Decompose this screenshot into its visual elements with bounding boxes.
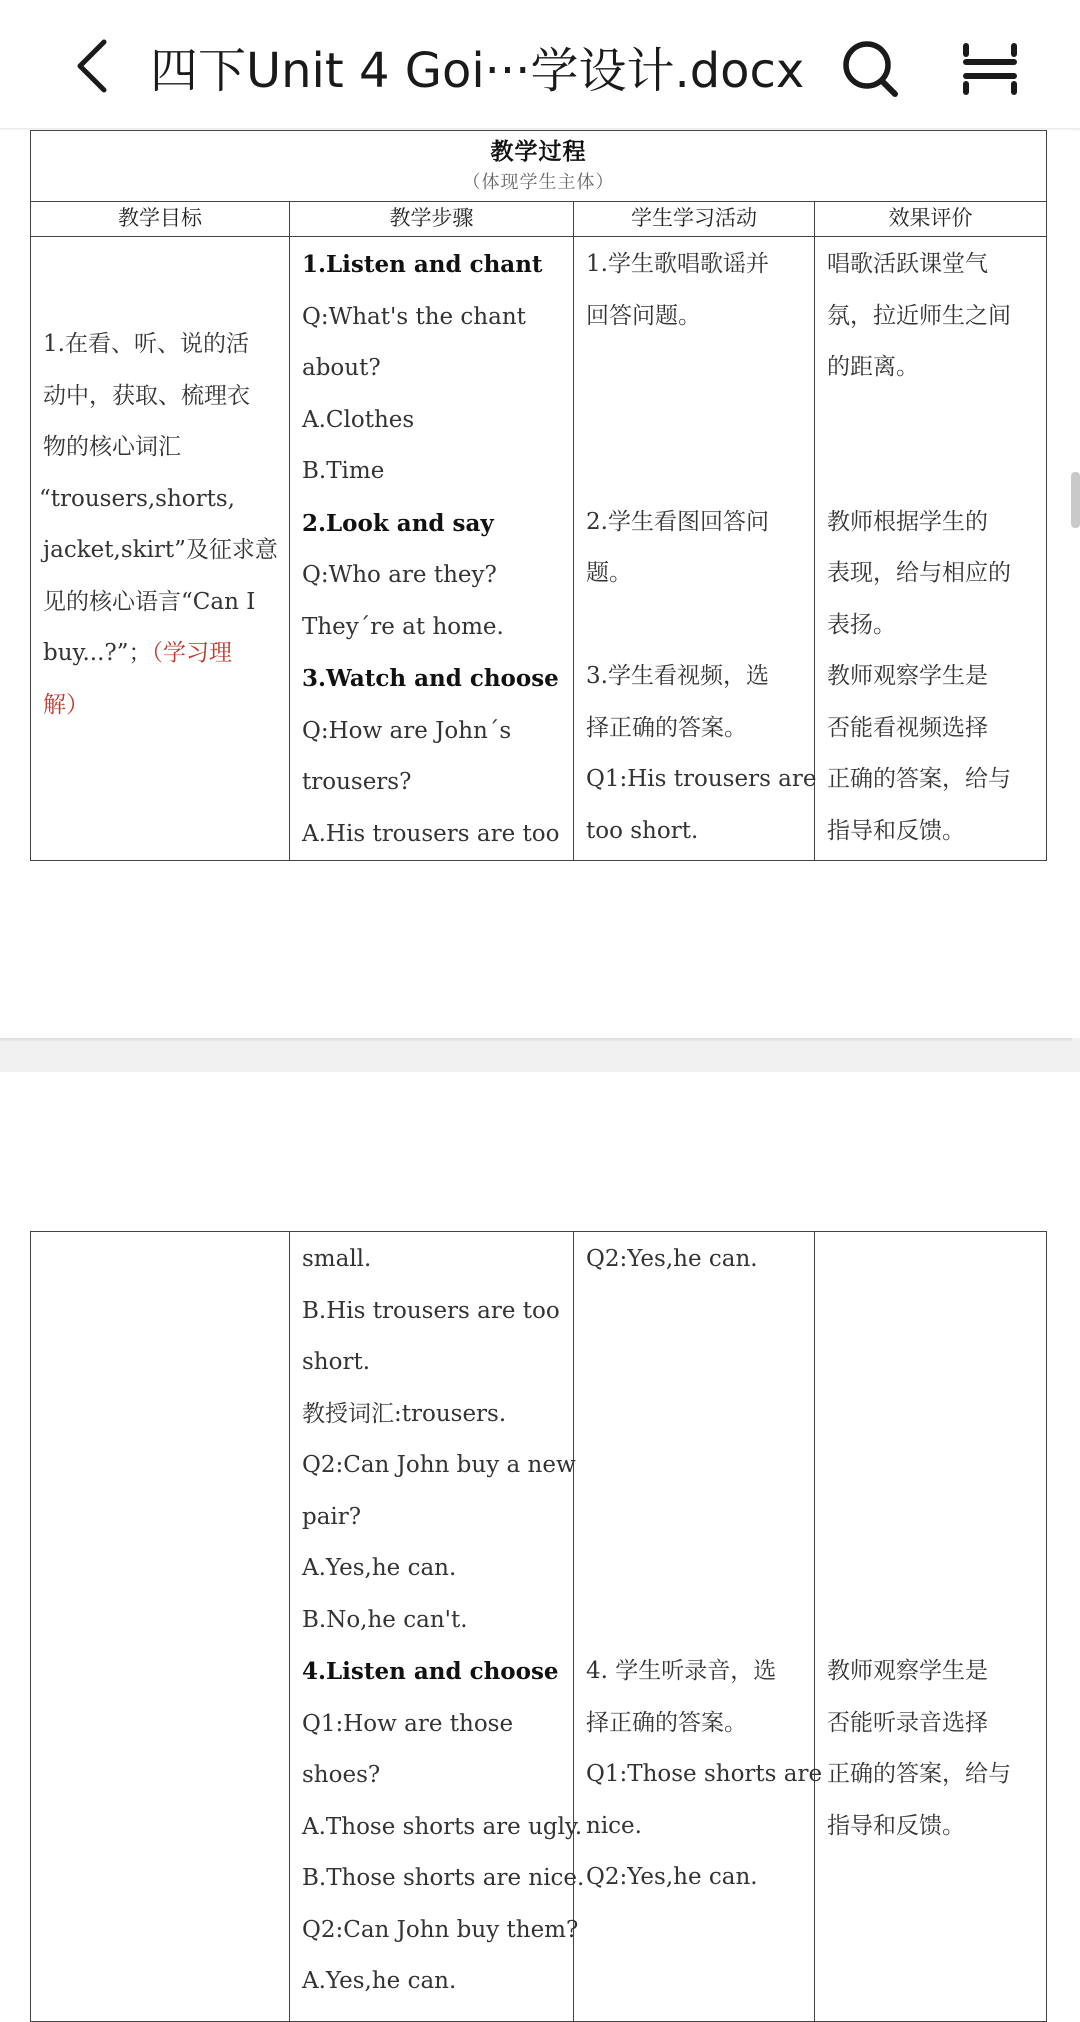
goal-tag: （学习理 (151, 640, 232, 666)
activity-line: 1.学生歌唱歌谣并 (586, 251, 769, 277)
evaluation-cell (815, 1232, 1047, 2022)
step-line: A.Yes,he can. (302, 1555, 457, 1581)
activity-line: too short. (586, 817, 699, 844)
step-line: Q1:How are those (302, 1710, 514, 1737)
goal-line: jacket,skirt”及征求意 (43, 537, 278, 563)
goal-line: “trousers,shorts, (39, 485, 235, 512)
activity-line: 4. 学生听录音，选 (586, 1658, 777, 1684)
step-line: They´re at home. (302, 613, 504, 640)
lesson-table-part-1 (30, 130, 1047, 861)
goal-line-last (43, 628, 279, 680)
evaluation-line: 表现，给与相应的 (827, 560, 1011, 586)
table-row (31, 1232, 1047, 2022)
evaluation-line (827, 445, 1036, 497)
step-line: Q:Who are they? (302, 562, 497, 588)
evaluation-line: 唱歌活跃课堂气 (827, 251, 988, 277)
column-header-evaluation: 效果评价 (815, 202, 1047, 237)
evaluation-line: 教师观察学生是 (827, 663, 988, 689)
step-line: Q:How are John´s (302, 717, 512, 744)
step-line: 3.Watch and choose (302, 665, 559, 692)
top-bar (0, 0, 1080, 130)
step-line: 教授词汇:trousers. (302, 1400, 507, 1427)
evaluation-line: 正确的答案，给与 (827, 1761, 1011, 1787)
step-line: pair? (302, 1503, 362, 1530)
step-line: B.His trousers are too (302, 1297, 560, 1324)
goal-line: buy...?”； (43, 640, 152, 666)
step-line: trousers? (302, 769, 412, 795)
activity-line: nice. (586, 1812, 642, 1839)
activity-line (586, 445, 804, 497)
step-line: B.Time (302, 458, 385, 484)
evaluation-line: 否能听录音选择 (827, 1709, 988, 1736)
activity-line: 择正确的答案。 (586, 714, 747, 741)
table-title: 教学过程 (490, 138, 587, 165)
step-line: 1.Listen and chant (302, 251, 543, 278)
step-line: shoes? (302, 1762, 381, 1788)
evaluation-line: 氛，拉近师生之间 (827, 302, 1011, 329)
step-line: 2.Look and say (302, 509, 494, 537)
steps-cell (290, 237, 574, 861)
goal-cell (31, 1232, 290, 2022)
evaluation-cell (815, 237, 1047, 861)
document-page-1[interactable] (0, 130, 1072, 1038)
evaluation-line: 正确的答案，给与 (827, 766, 1011, 792)
activity-line: Q2:Yes,he can. (586, 1864, 758, 1890)
menu-icon[interactable] (962, 40, 1018, 96)
table-row (31, 237, 1047, 861)
step-line: Q:What's the chant (302, 303, 526, 330)
evaluation-line: 指导和反馈。 (827, 817, 965, 844)
evaluation-line: 的距离。 (827, 354, 919, 380)
activity-line (586, 394, 804, 446)
goal-line: 1.在看、听、说的活 (43, 331, 249, 357)
step-line: Q2:Can John buy a new (302, 1452, 576, 1478)
activity-line: 3.学生看视频，选 (586, 663, 769, 689)
step-line: Q2:Can John buy them? (302, 1916, 579, 1943)
evaluation-line: 否能看视频选择 (827, 714, 988, 741)
step-line: A.Those shorts are ugly. (302, 1813, 583, 1840)
activity-line (586, 342, 804, 394)
document-page-2[interactable] (0, 1072, 1072, 2008)
scrollbar-thumb[interactable] (1071, 472, 1080, 528)
step-line: A.His trousers are too (302, 820, 560, 847)
back-arrow-icon[interactable] (70, 38, 118, 94)
step-line: short. (302, 1349, 371, 1375)
goal-line: 动中，获取、梳理衣 (43, 382, 250, 409)
evaluation-line: 教师观察学生是 (827, 1658, 988, 1684)
activity-line: Q1:Those shorts are (586, 1761, 823, 1787)
lesson-table-part-2 (30, 1231, 1047, 2022)
goal-line: 物的核心词汇 (43, 434, 181, 460)
evaluation-line: 表扬。 (827, 611, 896, 638)
activity-line: 回答问题。 (586, 302, 701, 329)
evaluation-line: 指导和反馈。 (827, 1812, 965, 1839)
document-title: 四下Unit 4 Goi···学设计.docx (150, 43, 805, 99)
activity-line: Q1:His trousers are (586, 766, 817, 792)
column-header-activities: 学生学习活动 (574, 202, 815, 237)
step-line: small. (302, 1246, 372, 1272)
search-icon[interactable] (840, 38, 900, 98)
activity-line: Q2:Yes,he can. (586, 1246, 758, 1272)
step-line: B.No,he can't. (302, 1606, 468, 1633)
activity-line: 择正确的答案。 (586, 1709, 747, 1736)
table-subtitle: （体现学生主体） (462, 172, 615, 193)
activities-cell (574, 1232, 823, 2022)
step-line: 4.Listen and choose (302, 1658, 559, 1685)
page-gap (0, 1038, 1080, 1072)
evaluation-line: 教师根据学生的 (827, 508, 988, 535)
goal-line: 见的核心语言“Can I (43, 588, 256, 615)
step-line: A.Clothes (302, 406, 415, 433)
activities-cell (574, 237, 815, 861)
step-line: A.Yes,he can. (302, 1968, 457, 1994)
activity-line: 2.学生看图回答问 (586, 508, 769, 535)
steps-cell (290, 1232, 585, 2022)
step-line: B.Those shorts are nice. (302, 1865, 585, 1891)
goal-tag: 解） (43, 691, 89, 718)
goal-cell (31, 237, 290, 861)
step-line: about? (302, 355, 381, 381)
activity-line (586, 600, 804, 652)
column-header-row (31, 202, 1047, 237)
activity-line: 题。 (586, 560, 632, 586)
table-title-cell (31, 131, 1047, 202)
column-header-steps: 教学步骤 (290, 202, 574, 237)
table-title-row (31, 131, 1047, 202)
column-header-goal: 教学目标 (31, 202, 290, 237)
evaluation-line (827, 394, 1036, 446)
